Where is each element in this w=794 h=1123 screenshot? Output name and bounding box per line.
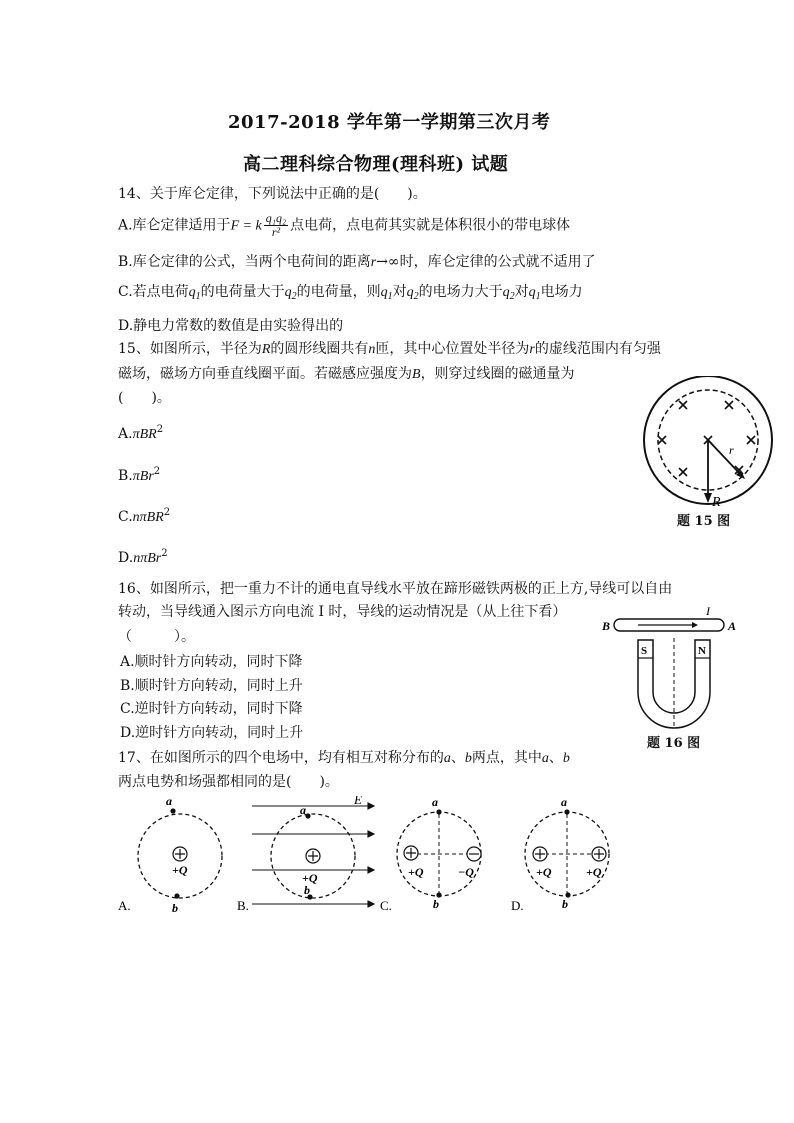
q15-text: 的圆形线圈共有 bbox=[270, 341, 369, 357]
label-B: B bbox=[602, 619, 611, 633]
exponent: 2 bbox=[161, 548, 168, 559]
q14-a-suffix: 点电荷，点电荷其实就是体积很小的带电球体 bbox=[290, 217, 571, 234]
q17-line1 bbox=[118, 748, 570, 769]
label-minus-q: −Q bbox=[458, 865, 474, 879]
q14-c-text: 的电场力大于 bbox=[418, 284, 503, 300]
q16-line2: 转动，当导线通入图示方向电流 I 时，导线的运动情况是（从上往下看） bbox=[118, 604, 567, 620]
exponent: 2 bbox=[163, 507, 171, 518]
q14-a-prefix: A.库仑定律适用于 bbox=[118, 217, 231, 234]
exam-title: 2017-2018 学年第一学期第三次月考 bbox=[228, 112, 551, 133]
label-R: R bbox=[712, 495, 721, 508]
point-b bbox=[174, 893, 179, 898]
q15-text: 的虚线范围内有匀强 bbox=[534, 341, 661, 357]
panel-label-c: C. bbox=[380, 898, 392, 913]
panel-c bbox=[380, 796, 481, 913]
var-n: n bbox=[368, 342, 376, 357]
label-b: b bbox=[562, 897, 568, 911]
var-b: b bbox=[562, 751, 570, 766]
q14-c-text: C.若点电荷 bbox=[118, 284, 189, 300]
var-r: r bbox=[370, 255, 377, 270]
option-letter: C. bbox=[118, 509, 133, 525]
exponent: 2 bbox=[153, 466, 161, 477]
label-A: A bbox=[728, 619, 737, 633]
option-expr: πBR bbox=[132, 427, 157, 442]
label-b: b bbox=[172, 901, 178, 915]
q15-option-a bbox=[118, 420, 163, 445]
q15-option-c bbox=[118, 503, 170, 528]
figure-17-field-diagrams bbox=[112, 796, 672, 916]
label-plus-q: +Q bbox=[536, 865, 552, 879]
q15-text: ，则穿过线圈的磁通量为 bbox=[420, 366, 575, 382]
q16-option-d: D.逆时针方向转动，同时上升 bbox=[120, 725, 304, 741]
var-q2: $q_2$ bbox=[284, 285, 297, 302]
figure-15-caption: 题 15 图 bbox=[677, 514, 731, 529]
point-a bbox=[170, 808, 175, 813]
label-plus-q: +Q bbox=[172, 863, 188, 877]
q14-option-c bbox=[118, 282, 583, 307]
q14-c-text: 的电荷量，则 bbox=[296, 284, 381, 300]
panel-label-b: B. bbox=[237, 898, 249, 913]
q14-b-prefix: B.库仑定律的公式，当两个电荷间的距离 bbox=[118, 254, 371, 270]
q16-option-b: B.顺时针方向转动，同时上升 bbox=[120, 678, 303, 694]
label-plus-q: +Q bbox=[302, 871, 318, 885]
q17-line2: 两点电势和场强都相同的是( )。 bbox=[118, 774, 339, 790]
var-q1: $q_1$ bbox=[188, 285, 201, 302]
label-a: a bbox=[561, 796, 567, 809]
figure-15-coil-diagram bbox=[638, 376, 778, 508]
radius-r-line bbox=[708, 440, 742, 476]
q15-option-d bbox=[118, 544, 168, 569]
figure-16-caption: 题 16 图 bbox=[647, 736, 701, 751]
label-E: E bbox=[354, 796, 362, 807]
label-b: b bbox=[433, 897, 439, 911]
option-letter: D. bbox=[118, 550, 134, 566]
var-q1: $q_1$ bbox=[528, 285, 541, 302]
option-expr: πBr bbox=[132, 469, 154, 484]
panel-d bbox=[511, 796, 609, 913]
fraction-numerator: q₁q₂ bbox=[265, 211, 287, 225]
option-letter: B. bbox=[118, 468, 133, 484]
q14-option-a bbox=[118, 212, 570, 240]
var-b: b bbox=[464, 751, 472, 766]
var-a: a bbox=[443, 751, 451, 766]
q15-blank: ( )。 bbox=[118, 390, 171, 406]
label-plus-q: +Q bbox=[586, 865, 602, 879]
option-letter: A. bbox=[118, 426, 133, 442]
q15-text: 磁场，磁场方向垂直线圈平面。若磁感应强度为 bbox=[118, 366, 412, 382]
q14-b-suffix: →∞时，库仑定律的公式就不适用了 bbox=[376, 254, 596, 270]
point-a bbox=[305, 813, 310, 818]
magnetic-field-x-marks bbox=[658, 401, 755, 476]
panel-label-a: A. bbox=[118, 898, 131, 913]
option-expr: nπBR bbox=[132, 510, 164, 525]
label-r: r bbox=[729, 443, 734, 457]
q14-stem: 14、关于库仑定律，下列说法中正确的是( )。 bbox=[118, 186, 427, 202]
option-expr: nπBr bbox=[133, 551, 162, 566]
q14-a-formula-lhs: F = k bbox=[230, 218, 262, 234]
exponent: 2 bbox=[156, 424, 164, 435]
q15-line2 bbox=[118, 364, 575, 385]
label-a: a bbox=[300, 803, 306, 817]
point-a bbox=[564, 809, 569, 814]
fraction-denominator: r² bbox=[271, 225, 281, 239]
q17-text: 17、在如图所示的四个电场中，均有相互对称分布的 bbox=[118, 750, 444, 766]
label-plus-q: +Q bbox=[408, 865, 424, 879]
q16-blank: （ ）。 bbox=[118, 629, 195, 645]
q14-c-text: 对 bbox=[514, 284, 529, 300]
var-q2: $q_2$ bbox=[502, 285, 515, 302]
q14-option-d: D.静电力常数的数值是由实验得出的 bbox=[118, 318, 344, 334]
q16-line1: 16、如图所示，把一重力不计的通电直导线水平放在蹄形磁铁两极的正上方,导线可以自由 bbox=[118, 581, 673, 597]
var-r: r bbox=[529, 342, 535, 357]
q15-text: 匝，其中心位置处半径为 bbox=[375, 341, 530, 357]
var-q2: $q_2$ bbox=[406, 285, 419, 302]
label-a: a bbox=[166, 796, 172, 808]
label-N: N bbox=[698, 645, 706, 657]
q15-option-b bbox=[118, 462, 160, 487]
q16-option-c: C.逆时针方向转动，同时下降 bbox=[120, 701, 303, 717]
q14-c-text: 的电荷量大于 bbox=[200, 284, 285, 300]
q17-sep: 、 bbox=[548, 750, 563, 766]
var-a: a bbox=[541, 751, 549, 766]
label-S: S bbox=[641, 645, 648, 657]
q14-option-b bbox=[118, 252, 596, 273]
panel-a bbox=[118, 796, 222, 915]
q17-sep: 、 bbox=[450, 750, 465, 766]
q15-text: 15、如图所示，半径为 bbox=[118, 341, 262, 357]
label-b: b bbox=[304, 883, 310, 897]
radius-R-arrowhead bbox=[704, 493, 712, 503]
q15-line1 bbox=[118, 339, 661, 360]
var-R: R bbox=[261, 342, 271, 357]
label-a: a bbox=[432, 796, 438, 809]
q14-c-text: 电场力 bbox=[540, 284, 583, 300]
point-a bbox=[436, 809, 441, 814]
var-B: B bbox=[412, 367, 421, 382]
label-I: I bbox=[706, 604, 710, 618]
coulomb-fraction bbox=[264, 212, 288, 239]
panel-b bbox=[237, 796, 374, 913]
panel-label-d: D. bbox=[511, 898, 524, 913]
q17-text: 两点，其中 bbox=[471, 750, 542, 766]
q16-option-a: A.顺时针方向转动，同时下降 bbox=[120, 654, 303, 670]
exam-subtitle: 高二理科综合物理(理科班) 试题 bbox=[243, 154, 509, 175]
q14-c-text: 对 bbox=[392, 284, 407, 300]
var-q1: $q_1$ bbox=[380, 285, 393, 302]
figure-16-magnet-diagram bbox=[598, 604, 744, 732]
